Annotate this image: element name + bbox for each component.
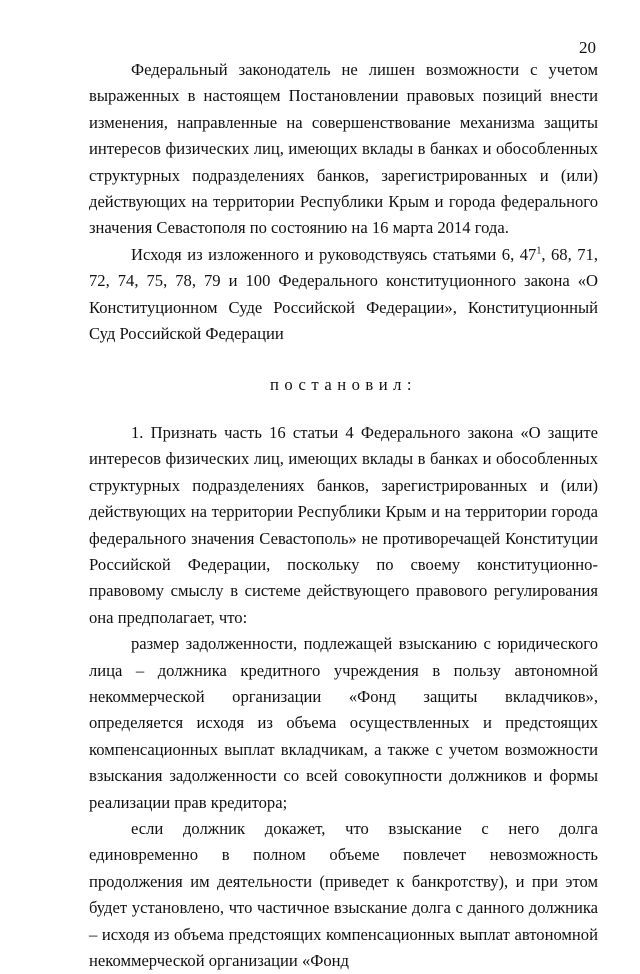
paragraph-item-1: 1. Признать часть 16 статьи 4 Федерального закона «О защите интересов физических лиц, имеющих вклады в банках и обособленных структурных подразделениях банков, зарегистрированных и (или) действующих на территории Республики Крым и на территории города федерального значения Севастополь» не противоречащей Конституции Российской Федерации, поскольку по своему конституционно-правовому смыслу в системе действующего правового регулирования она предполагает, что: bbox=[89, 422, 598, 627]
paragraph-based-on-articles bbox=[89, 242, 598, 348]
paragraph-articles-part1: Исходя из изложенного и руководствуясь статьями 6, 47 bbox=[131, 244, 537, 264]
document-body bbox=[89, 57, 598, 974]
paragraph-legislator-possibility: Федеральный законодатель не лишен возможности с учетом выраженных в настоящем Постановлении правовых позиций внести изменения, направленные на совершенствование механизма защиты интересов физических лиц, имеющих вклады в банках и обособленных структурных подразделениях банков, зарегистрированных и (или) действующих на территории Республики Крым и города федерального значения Севастополя по состоянию на 16 марта 2014 года. bbox=[89, 60, 598, 238]
page-number: 20 bbox=[579, 38, 596, 57]
article-superscript: 1 bbox=[536, 245, 542, 257]
resolution-heading: постановил: bbox=[269, 375, 418, 395]
paragraph-debtor-proof: если должник докажет, что взыскание с него долга единовременно в полном объеме повлечет невозможность продолжения им деятельности (приведет к банкротству), и при этом будет установлено, что частичное взыскание долга с данного должника – исходя из объема предстоящих компенсационных выплат автономной некоммерческой организации «Фонд bbox=[89, 818, 598, 970]
paragraph-articles-part2: , 68, 71, 72, 74, 75, 78, 79 и 100 Федерального конституционного закона «О Конституционном Суде Российской Федерации», Конституционный Суд Российской Федерации bbox=[89, 244, 598, 344]
paragraph-debt-amount: размер задолженности, подлежащей взысканию с юридического лица – должника кредитного учреждения в пользу автономной некоммерческой организации «Фонд защиты вкладчиков», определяется исходя из объема осуществленных и предстоящих компенсационных выплат вкладчикам, а также с учетом возможности взыскания задолженности со всей совокупности должников и формы реализации прав кредитора; bbox=[89, 634, 598, 812]
